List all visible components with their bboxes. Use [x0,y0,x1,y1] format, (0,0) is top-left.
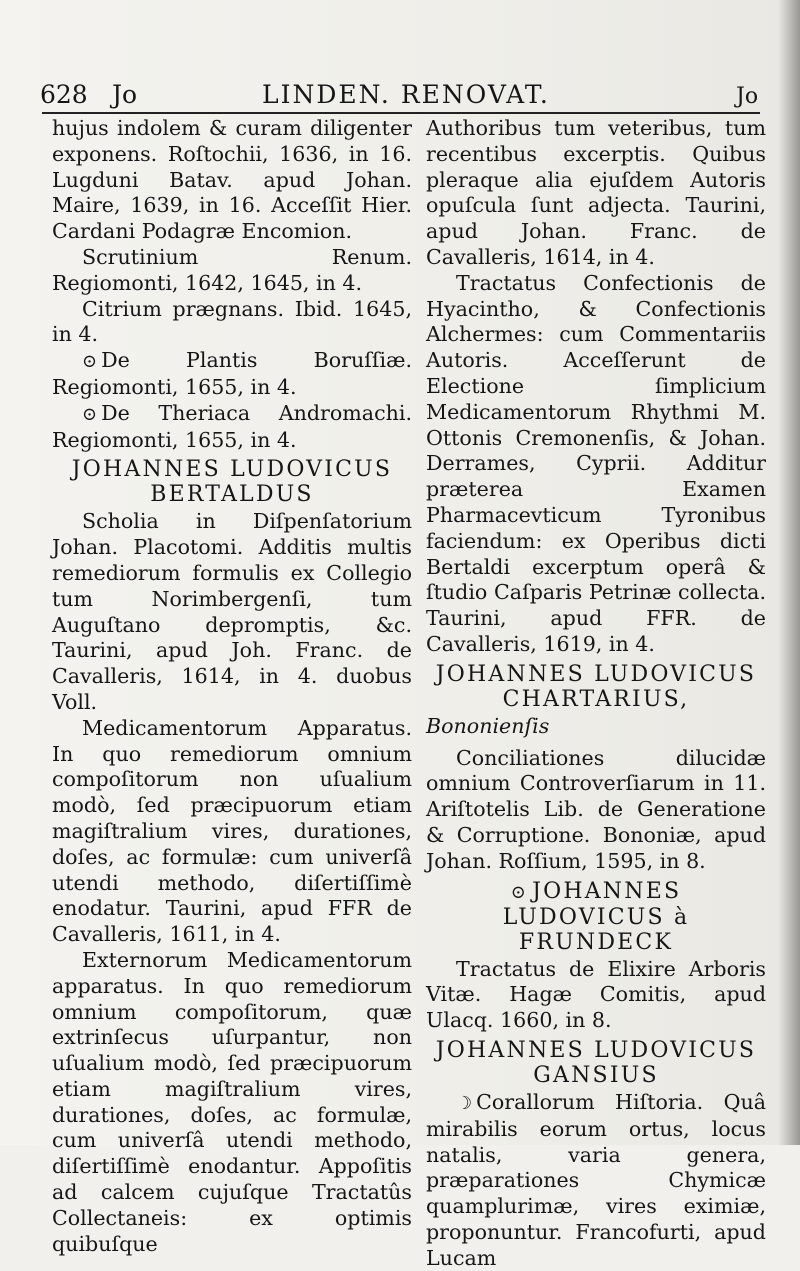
running-title: LINDEN. RENOVAT. [262,80,550,109]
bibliography-entry [52,116,412,245]
entry-text: Corallorum Hiſtoria. Quâ mirabilis eorum ortus, locus natalis, varia genera, præparationes Chymicæ quamplurimæ, vires eximiæ, proponuntur. Francofurti, apud Lucam [426,1089,766,1270]
bibliography-entry [426,116,766,271]
page-number: 628 [40,80,88,109]
author-name: JOHANNES LUDOVICUS GANSIUS [435,1037,757,1088]
entry-text: De Plantis Boruſſiæ. Regiomonti, 1655, in 4. [52,348,412,399]
entry-symbol: ⊙ [82,351,98,373]
author-heading [426,879,766,955]
bibliography-entry [426,746,766,875]
bibliography-entry [52,297,412,349]
bibliography-entry [52,401,412,454]
entry-text: Scholia in Diſpenſatorium Johan. Placotomi. Additis multis remediorum formulis ex Collegio tum Norimbergenſi, tum Auguſtano depromptis, &c. Taurini, apud Joh. Franc. de Cavalleris, 1614, in 4. duobus Voll. [52,509,412,714]
bibliography-entry [52,348,412,401]
page-edge-shadow [778,0,800,1145]
entry-text: Tractatus Confectionis de Hyacintho, & Confectionis Alchermes: cum Commentariis Autoris. Acceſſerunt de Electione ſimplicium Medicamentorum Rhythmi M. Ottonis Cremonenſis, & Johan. Derrames, Cyprii. Additur præterea Examen Pharmacevticum Tyronibus faciendum: ex Operibus dicti Bertaldi excerptum operâ & ſtudio Caſparis Petrinæ collecta. Taurini, apud FFR. de Cavalleris, 1619, in 4. [426,270,766,656]
entry-text: Citrium prægnans. Ibid. 1645, in 4. [52,296,412,347]
bibliography-entry [426,957,766,1034]
entry-text: Medicamentorum Apparatus. In quo remediorum omnium compoſitorum non uſualium modò, ſed præcipuorum etiam magiſtralium vires, durationes, doſes, ac formulæ: cum univerſâ utendi methodo, diſertiſſimè enodatur. Taurini, apud FFR de Cavalleris, 1611, in 4. [52,715,412,947]
entry-text: Tractatus de Elixire Arboris Vitæ. Hagæ Comitis, apud Ulacq. 1660, in 8. [426,956,766,1033]
entry-text: Conciliationes dilucidæ omnium Controverſiarum in 11. Ariſtotelis Lib. de Generatione & Corruptione. Bononiæ, apud Johan. Roſſium, 1595, in 8. [426,745,766,873]
entry-text: Externorum Medicamentorum apparatus. In quo remediorum omnium compoſitorum, quæ extrinſecus uſurpantur, non uſualium modò, ſed præcipuorum etiam magiſtralium vires, durationes, doſes, ac formulæ, cum univerſâ utendi methodo, diſertiſſimè enodantur. Appoſitis ad calcem cujuſque Tractatûs Collectaneis: ex optimis quibuſque [52,947,412,1256]
bibliography-entry [52,245,412,297]
bibliography-entry [52,716,412,948]
entry-text: De Theriaca Andromachi. Regiomonti, 1655, in 4. [52,400,412,452]
header-rule [42,112,760,114]
author-origin [426,714,766,740]
entry-symbol: ⊙ [82,403,98,425]
entry-symbol: ☽ [456,1092,473,1114]
author-name: JOHANNES LUDOVICUS CHARTARIUS, [435,661,757,712]
author-name: JOHANNES LUDOVICUS à FRUNDECK [502,878,690,955]
right-column [426,116,766,1271]
entry-text: Authoribus tum veteribus, tum recentibus excerptis. Quibus pleraque alia ejuſdem Autoris opuſcula ſunt adjecta. Taurini, apud Johan. Franc. de Cavalleris, 1614, in 4. [426,116,766,269]
bibliography-entry [52,509,412,715]
catchword-right: Jo [736,84,759,109]
catchword-left: Jo [112,80,138,109]
bibliography-entry [52,948,412,1258]
bibliography-entry [426,271,766,658]
entry-text: Scrutinium Renum. Regiomonti, 1642, 1645, in 4. [52,244,412,295]
author-heading [426,1038,766,1088]
left-column [52,116,412,1257]
page-header [40,78,770,112]
author-heading [52,457,412,507]
author-name: JOHANNES LUDOVICUS BERTALDUS [71,457,393,508]
bibliography-entry [426,1090,766,1271]
entry-symbol: ⊙ [510,881,529,903]
author-heading [426,662,766,712]
entry-text: Bononienſis [426,713,550,738]
entry-text: hujus indolem & curam diligenter exponens. Roſtochii, 1636, in 16. Lugduni Batav. apud Johan. Maire, 1639, in 16. Acceſſit Hier. Cardani Podagræ Encomion. [52,116,412,244]
